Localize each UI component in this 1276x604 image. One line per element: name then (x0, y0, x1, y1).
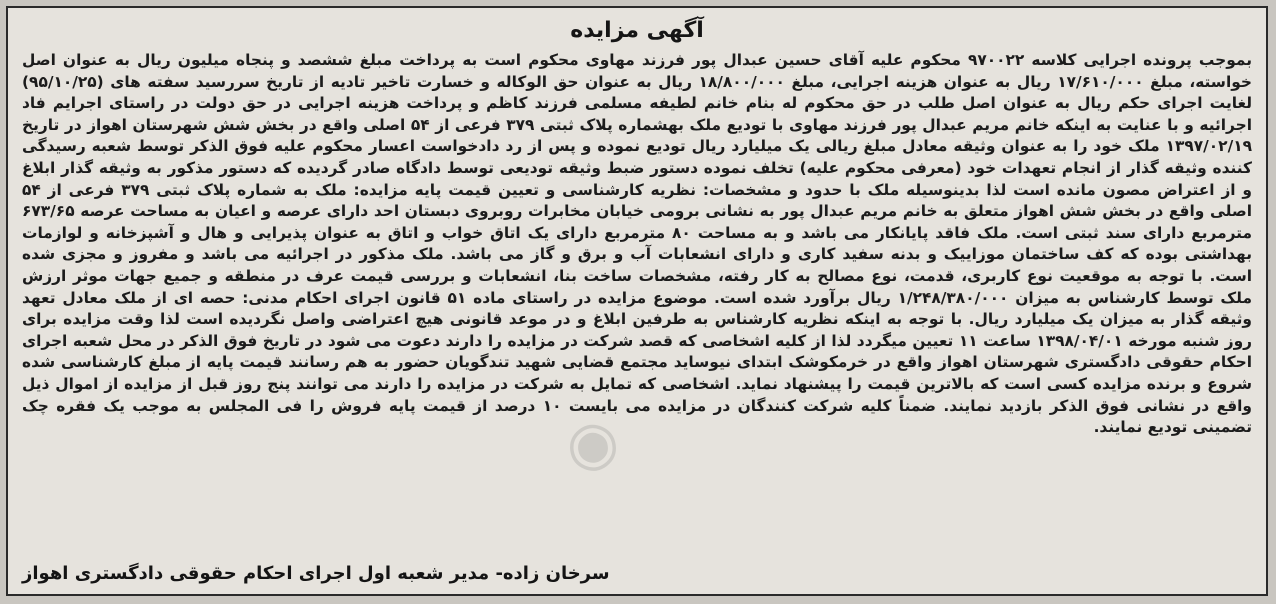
notice-signature: سرخان زاده- مدیر شعبه اول اجرای احکام حقوقی دادگستری اهواز (22, 563, 610, 584)
notice-title: آگهی مزایده (570, 18, 704, 43)
notice-body: بموجب پرونده اجرایی کلاسه ۹۷۰۰۲۲ محکوم علیه آقای حسین عبدال پور فرزند مهاوی محکوم است به پرداخت مبلغ ششصد و پنجاه میلیون ریال به عنوان اصل خواسته، مبلغ ۱۷/۶۱۰/۰۰۰ ریال به عنوان هزینه اجرایی، مبلغ ۱۸/۸۰۰/۰۰۰ ریال به عنوان حق الوکاله و خسارت تاخیر تادیه از تاریخ سررسید سفته های (۹۵/۱۰/۲۵) لغایت اجرای حکم ریال به عنوان اصل طلب در حق محکوم له بنام خانم لطیفه مسلمی فرزند کاظم و پرداخت هزینه اجرایی در حق دولت در راستای اجرایم فاد اجرائیه و با عنایت به اینکه خانم مریم عبدال پور فرزند مهاوی با توديع ملک بهشماره پلاک ثبتی ۳۷۹ فرعی از ۵۴ اصلی واقع در بخش شش شهرستان اهواز در تاریخ ۱۳۹۷/۰۲/۱۹ ملک خود را به عنوان وثیقه معادل مبلغ ریالی یک میلیارد ریال توديع نموده و پس از رد دادخواست اعسار محکوم علیه فوق الذکر توسط شعبه رسیدگی کننده وثیقه گذار از انجام تعهدات خود (معرفی محکوم علیه) تخلف نموده دستور ضبط وثیقه توديعی توسط دادگاه صادر گردیده که دستور مذکور به وثیقه گذار ابلاغ و از اعتراض مصون مانده است لذا بدینوسیله ملک با حدود و مشخصات: نظریه کارشناسی و تعیین قیمت پایه مزایده: ملک به شماره پلاک ثبتی ۳۷۹ فرعی از ۵۴ اصلی واقع در بخش شش اهواز متعلق به خانم مریم عبدال پور به نشانی برومی خیابان مخابرات روبروی دبستان احد دارای عرصه و اعیان به مساحت عرصه ۶۷۳/۶۵ مترمربع دارای سند ثبتی است. ملک فاقد پایانکار می باشد و به مساحت ۸۰ مترمربع دارای یک اتاق خواب و اتاق به عنوان پذیرایی و هال و آشپزخانه و لوازمات بهداشتی بوده که کف ساختمان موزاییک و بدنه سفید کاری و دارای انشعابات آب و برق و گاز می باشد. ملک مذکور در اجرائیه می باشد و مفروز و مجزی شده است. با توجه به موقعیت نوع کاربری، قدمت، نوع مصالح به کار رفته، مشخصات ساخت بنا، انشعابات و بررسی قیمت عرف در منطقه و جمیع جهات موثر ارزش ملک توسط کارشناس به میزان ۱/۲۴۸/۳۸۰/۰۰۰ ریال برآورد شده است. موضوع مزایده در راستای ماده ۵۱ قانون اجرای احکام مدنی: حصه ای از ملک معادل تعهد وثیقه گذار به میزان یک میلیارد ریال. با توجه به اینکه نظریه کارشناس به طرفین ابلاغ و در موعد قانونی هیچ اعتراضی واصل نگردیده است لذا وقت مزایده برای روز شنبه مورخه ۱۳۹۸/۰۴/۰۱ ساعت ۱۱ تعیین میگردد لذا از کلیه اشخاصی که قصد شرکت در مزایده را دارند دعوت می شود در تاریخ فوق الذکر در محل شعبه اجرای احکام حقوقی دادگستری شهرستان اهواز واقع در خرمکوشک ابتدای نیوساید مجتمع قضایی شهید تندگویان حضور به هم رسانند قیمت پایه از مبلغ کارشناسی شده شروع و برنده مزایده کسی است که بالاترین قیمت را پیشنهاد نماید. اشخاصی که تمایل به شرکت در مزایده را دارند می توانند پنج روز قبل از مزایده از اموال ذیل واقع در نشانی فوق الذکر بازدید نمایند. ضمناً کلیه شرکت کنندگان در مزایده می بایست ۱۰ درصد از قیمت پایه فروش را فی المجلس به موجب یک فقره چک تضمینی توديع نمایند. (22, 51, 1253, 437)
watermark-stamp: ◉ (561, 405, 624, 482)
auction-notice (6, 6, 1268, 596)
